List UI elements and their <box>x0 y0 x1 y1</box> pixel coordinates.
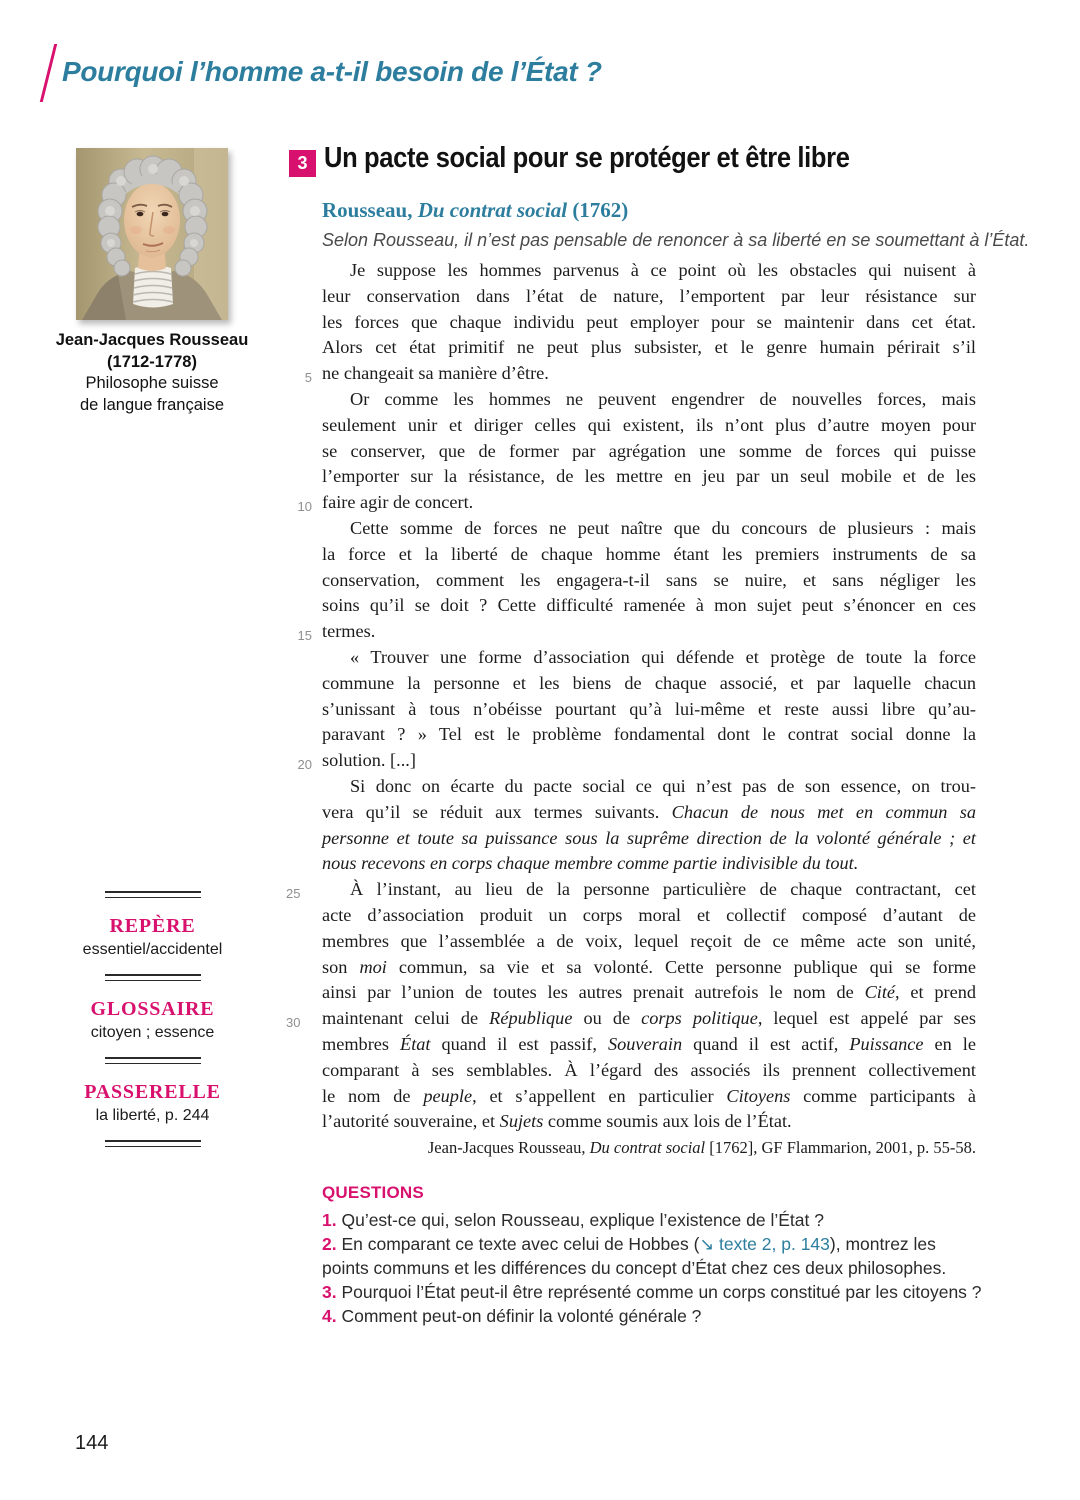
line-content <box>322 673 976 693</box>
text-segment: Du contrat social <box>589 1138 706 1157</box>
line-content <box>322 724 976 744</box>
sidebar-passerelle-title: PASSERELLE <box>84 1081 221 1103</box>
text-segment: En comparant ce texte avec celui de Hobbes ( <box>341 1234 700 1254</box>
text-segment: l’emporter sur la résistance, de les mettre en jeu par un seul mobile et de les <box>322 466 976 487</box>
text-segment: quand il est passif, <box>430 1033 608 1054</box>
text-segment: faire agir de concert. <box>322 492 474 513</box>
text-line <box>322 439 976 465</box>
text-line <box>322 258 976 284</box>
text-segment: (1762) <box>567 198 629 222</box>
text-segment: solution. [...] <box>322 750 416 771</box>
portrait-caption-role-2: de langue française <box>79 395 225 414</box>
text-segment: personne et toute sa puissance sous la suprême direction de la volonté générale ; et <box>322 827 976 848</box>
line-content <box>322 905 976 925</box>
text-line <box>322 774 976 800</box>
line-number: 30 <box>286 1015 301 1031</box>
text-segment: paravant ? » Tel est le problème fondamental dont le contrat social donne la <box>322 724 976 745</box>
line-number: 15 <box>297 628 312 644</box>
divider-double-rule <box>105 974 201 981</box>
text-line <box>322 464 976 490</box>
line-content <box>350 389 976 409</box>
text-segment: commun, sa vie et sa volonté. Cette personne publique qui se forme <box>386 956 976 977</box>
portrait-caption-name: Jean-Jacques Rousseau <box>55 331 249 349</box>
text-segment: Chacun de nous met en commun sa <box>671 801 976 822</box>
section-title <box>324 142 921 175</box>
line-content <box>322 750 416 770</box>
text-segment: nous recevons en corps chaque membre comme partie indivisible du tout. <box>322 853 859 874</box>
text-segment: quand il est actif, <box>682 1033 850 1054</box>
text-line <box>322 955 976 981</box>
text-segment: Cette somme de forces ne peut naître que du concours de plusieurs : mais <box>350 517 976 538</box>
text-line <box>322 671 976 697</box>
text-segment: leur conservation dans l’état de nature, l’emportent par leur résistance sur <box>322 285 976 306</box>
question-item <box>322 1232 984 1280</box>
rousseau-portrait-illustration <box>76 148 228 320</box>
sidebar-passerelle-body: la liberté, p. 244 <box>95 1107 210 1124</box>
text-line <box>297 490 976 516</box>
text-body <box>286 258 977 1135</box>
line-content <box>322 1034 976 1054</box>
text-line <box>322 387 976 413</box>
sidebar-repere-body: essentiel/accidentel <box>82 941 223 958</box>
text-line <box>322 413 976 439</box>
text-segment: termes. <box>322 621 376 642</box>
line-content <box>322 337 976 357</box>
text-segment: , lequel est appelé par ses <box>757 1008 977 1029</box>
sidebar-references <box>70 891 235 1147</box>
text-segment: État <box>400 1033 431 1054</box>
text-segment: [1762], GF Flammarion, 2001, p. 55-58. <box>705 1138 976 1157</box>
text-line <box>322 335 976 361</box>
text-line <box>322 980 976 1006</box>
text-segment: Alors cet état primitif ne peut plus subsister, et le genre humain périrait s’il <box>322 337 976 358</box>
divider-double-rule <box>105 1140 201 1147</box>
text-segment: Rousseau, <box>322 198 418 222</box>
line-content <box>322 570 976 590</box>
text-segment: République <box>489 1008 573 1029</box>
text-line <box>322 593 976 619</box>
text-segment: conservation, comment les engagera-t-il sans se nuire, et sans négliger les <box>322 569 976 590</box>
text-segment: « Trouver une forme d’association qui défende et protège de toute la force <box>350 646 976 667</box>
text-line <box>322 1109 976 1135</box>
text-segment: se conserver, que de former par agrégation une somme de forces qui puisse <box>322 440 976 461</box>
text-segment: Cité <box>864 982 896 1003</box>
line-content <box>322 802 976 822</box>
text-line <box>286 877 976 903</box>
text-segment: Du contrat social <box>417 198 568 222</box>
text-line <box>322 310 976 336</box>
text-segment: s’unissant à tous n’obéisse pourtant qu’à lui-même et reste aussi libre qu’au- <box>322 698 976 719</box>
sidebar-glossaire-title: GLOSSAIRE <box>90 998 215 1020</box>
questions-label: QUESTIONS <box>322 1183 424 1202</box>
text-line <box>322 722 976 748</box>
line-content <box>322 312 976 332</box>
text-line <box>322 851 976 877</box>
text-segment: ), montrez les points communs et les différences du concept d’État chez ces deux philosophes. <box>322 1234 947 1278</box>
sidebar-glossaire-body: citoyen ; essence <box>90 1024 215 1041</box>
text-segment: Jean-Jacques Rousseau, <box>427 1138 590 1157</box>
text-segment: peuple <box>423 1085 473 1106</box>
text-segment: l’autorité souveraine, et <box>322 1111 500 1132</box>
text-segment: maintenant celui de <box>322 1008 490 1029</box>
text-segment: Si donc on écarte du pacte social ce qui n’est pas de son essence, on trou- <box>350 775 976 796</box>
line-content <box>322 1111 792 1131</box>
text-line <box>322 1058 976 1084</box>
line-content <box>322 1086 976 1106</box>
line-content <box>322 286 976 306</box>
line-content <box>322 621 375 641</box>
line-content <box>322 544 976 564</box>
text-segment: Pourquoi l’État peut-il être représenté comme un corps constitué par les citoyens ? <box>341 1282 982 1302</box>
line-content <box>322 363 549 383</box>
text-segment: vera qu’il se réduit aux termes suivants. <box>322 801 672 822</box>
text-segment: moi <box>359 956 387 977</box>
text-segment: comme participants à <box>790 1085 976 1106</box>
line-content <box>322 492 473 512</box>
text-segment: Je suppose les hommes parvenus à ce point où les obstacles qui nuisent à <box>350 260 976 280</box>
text-line <box>322 903 976 929</box>
chapter-slash-mark <box>40 44 57 102</box>
question-item <box>322 1304 984 1328</box>
line-number: 5 <box>304 370 312 386</box>
chapeau-intro: Selon Rousseau, il n’est pas pensable de renoncer à sa liberté en se soumettant à l’État. <box>322 230 1030 250</box>
text-line <box>322 542 976 568</box>
line-content <box>350 518 976 538</box>
portrait-caption-role-1: Philosophe suisse <box>85 374 219 392</box>
text-line <box>322 284 976 310</box>
line-content <box>322 466 976 486</box>
text-line <box>322 1032 976 1058</box>
line-content <box>322 982 976 1002</box>
text-segment: les forces que chaque individu peut employer pour se maintenir dans cet état. <box>322 311 976 332</box>
text-segment: 2. <box>322 1234 342 1254</box>
text-segment: À l’instant, au lieu de la personne particulière de chaque contractant, cet <box>350 879 976 900</box>
text-segment: Puissance <box>849 1033 924 1054</box>
line-content <box>350 260 976 280</box>
text-segment: Comment peut-on définir la volonté générale ? <box>341 1306 702 1326</box>
line-number: 25 <box>286 886 301 902</box>
section-title-text: Un pacte social pour se protéger et être libre <box>324 142 850 174</box>
text-segment: acte d’association produit un corps moral et collectif composé d’autant de <box>322 904 976 925</box>
text-segment: son <box>322 956 360 977</box>
text-segment: en le <box>923 1033 976 1054</box>
text-line <box>297 619 976 645</box>
text-line <box>322 826 976 852</box>
text-segment: , et s’appellent en particulier <box>472 1085 727 1106</box>
text-segment: Qu’est-ce qui, selon Rousseau, explique l’existence de l’État ? <box>341 1210 824 1230</box>
chapter-title: Pourquoi l’homme a-t-il besoin de l’État ? <box>62 56 602 87</box>
text-segment: 1. <box>322 1210 342 1230</box>
text-segment: la force et la liberté de chaque homme étant les premiers instruments de sa <box>322 543 976 564</box>
sidebar-repere-title: REPÈRE <box>109 915 196 937</box>
text-segment: ainsi par l’union de toutes les autres prenait autrefois le nom de <box>322 982 865 1003</box>
line-content <box>350 776 976 796</box>
text-segment: membres <box>322 1033 401 1054</box>
text-segment: 4. <box>322 1306 342 1326</box>
text-line <box>322 516 976 542</box>
section-number-badge: 3 <box>289 150 316 177</box>
text-line <box>286 1006 977 1032</box>
text-segment: , et prend <box>895 982 976 1003</box>
line-number: 20 <box>297 757 312 773</box>
text-line <box>322 697 976 723</box>
text-segment: 3. <box>322 1282 342 1302</box>
text-segment: seulement unir et diriger celles qui existent, ils n’ont plus d’autre moyen pour <box>322 414 976 435</box>
text-segment: commune la personne et les biens de chaque associé, et par laquelle chacun <box>322 672 976 693</box>
portrait-caption-dates: (1712-1778) <box>107 352 197 371</box>
text-segment: ne changeait sa manière d’être. <box>322 363 549 384</box>
text-segment: soins qu’il se doit ? Cette difficulté ramenée à mon sujet peut s’énoncer en ces <box>322 595 976 616</box>
text-line <box>322 800 976 826</box>
source-heading <box>322 198 628 223</box>
text-line <box>322 1084 976 1110</box>
line-content <box>322 1060 976 1080</box>
line-content <box>322 1008 976 1028</box>
text-segment: corps politique <box>641 1008 758 1029</box>
portrait-caption <box>46 330 258 416</box>
rousseau-portrait <box>76 148 228 320</box>
line-content <box>322 853 858 873</box>
text-line <box>322 568 976 594</box>
text-segment: comme soumis aux lois de l’État. <box>543 1111 792 1132</box>
line-content <box>322 415 976 435</box>
line-content <box>322 595 976 615</box>
line-number: 10 <box>297 499 312 515</box>
text-line <box>322 929 976 955</box>
questions-block <box>322 1181 984 1328</box>
text-segment: Citoyens <box>726 1085 791 1106</box>
text-line <box>322 645 976 671</box>
line-content <box>322 828 976 848</box>
text-segment: ou de <box>572 1008 642 1029</box>
cross-reference-link: ↘ texte 2, p. 143 <box>699 1234 830 1254</box>
text-line <box>297 748 976 774</box>
question-item <box>322 1280 984 1304</box>
line-content <box>350 647 976 667</box>
divider-double-rule <box>105 891 201 898</box>
divider-double-rule <box>105 1057 201 1064</box>
text-segment: Souverain <box>607 1033 683 1054</box>
text-segment: comparant à ses semblables. À l’égard des associés ils prennent collectivement <box>322 1059 976 1080</box>
text-segment: Sujets <box>499 1111 544 1132</box>
page-number: 144 <box>75 1432 109 1454</box>
line-content <box>350 879 976 899</box>
line-content <box>322 699 976 719</box>
line-content <box>322 957 976 977</box>
line-content <box>322 931 976 951</box>
question-item <box>322 1208 984 1232</box>
text-segment: le nom de <box>322 1085 424 1106</box>
line-content <box>322 441 976 461</box>
text-line <box>304 361 976 387</box>
source-citation <box>322 1138 976 1158</box>
text-segment: Or comme les hommes ne peuvent engendrer de nouvelles forces, mais <box>350 388 976 409</box>
text-segment: membres que l’assemblée a de voix, lequel reçoit de ce même acte son unité, <box>322 930 976 951</box>
